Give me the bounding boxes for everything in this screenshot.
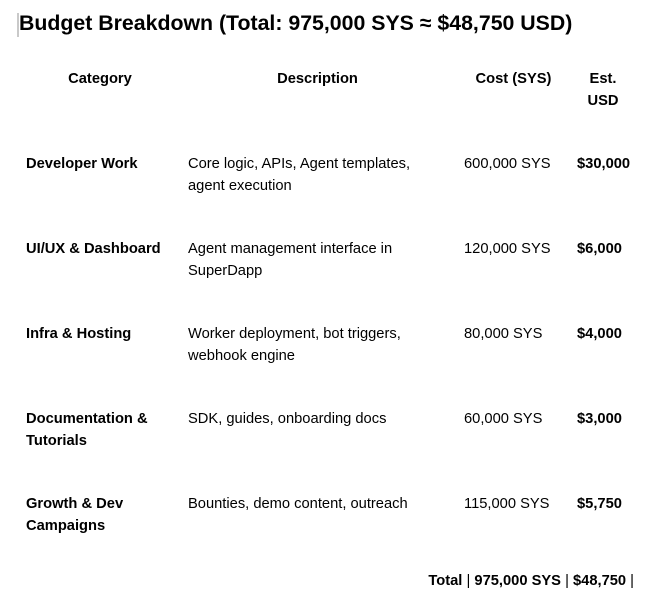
- description-cell: Worker deployment, bot triggers, webhook engine: [188, 326, 401, 364]
- table-row: [20, 310, 634, 395]
- cost-sys-cell: 600,000 SYS: [464, 156, 551, 172]
- est-usd-cell: $30,000: [577, 156, 631, 172]
- est-usd-cell: $3,000: [577, 411, 622, 427]
- est-usd-cell: $6,000: [577, 241, 622, 257]
- description-cell: Core logic, APIs, Agent templates, agent execution: [188, 156, 411, 194]
- table-row: [20, 480, 634, 565]
- separator: |: [565, 573, 569, 589]
- cost-sys-cell: 120,000 SYS: [464, 241, 551, 257]
- category-cell: UI/UX & Dashboard: [26, 241, 161, 257]
- column-header-cost-sys: Cost (SYS): [475, 71, 552, 87]
- category-cell: Infra & Hosting: [26, 326, 132, 342]
- est-usd-cell: $4,000: [577, 326, 622, 342]
- separator: |: [630, 573, 634, 589]
- total-sys-value: 975,000 SYS: [474, 573, 561, 589]
- total-usd-value: $48,750: [572, 573, 627, 589]
- total-cell: [20, 565, 634, 604]
- table-row: [20, 395, 634, 480]
- table-row: [20, 140, 634, 225]
- category-cell: Growth & Dev Campaigns: [26, 496, 124, 534]
- total-row: [20, 565, 634, 604]
- cost-sys-cell: 115,000 SYS: [464, 496, 550, 512]
- est-usd-cell: $5,750: [577, 496, 622, 512]
- budget-table: [20, 55, 634, 604]
- category-cell: Developer Work: [26, 156, 138, 172]
- description-cell: Agent management interface in SuperDapp: [188, 241, 393, 279]
- cost-sys-cell: 60,000 SYS: [464, 411, 543, 427]
- table-row: [20, 225, 634, 310]
- description-cell: Bounties, demo content, outreach: [188, 496, 408, 512]
- total-label: Total: [428, 573, 463, 589]
- column-header-est-usd: Est. USD: [587, 71, 619, 109]
- column-header-description: Description: [277, 71, 358, 87]
- page-title: Budget Breakdown (Total: 975,000 SYS ≈ $48,750 USD): [19, 11, 573, 35]
- column-header-category: Category: [68, 71, 132, 87]
- description-cell: SDK, guides, onboarding docs: [188, 411, 387, 427]
- cost-sys-cell: 80,000 SYS: [464, 326, 543, 342]
- header-row: [20, 55, 634, 140]
- category-cell: Documentation & Tutorials: [26, 411, 148, 449]
- separator: |: [466, 573, 471, 589]
